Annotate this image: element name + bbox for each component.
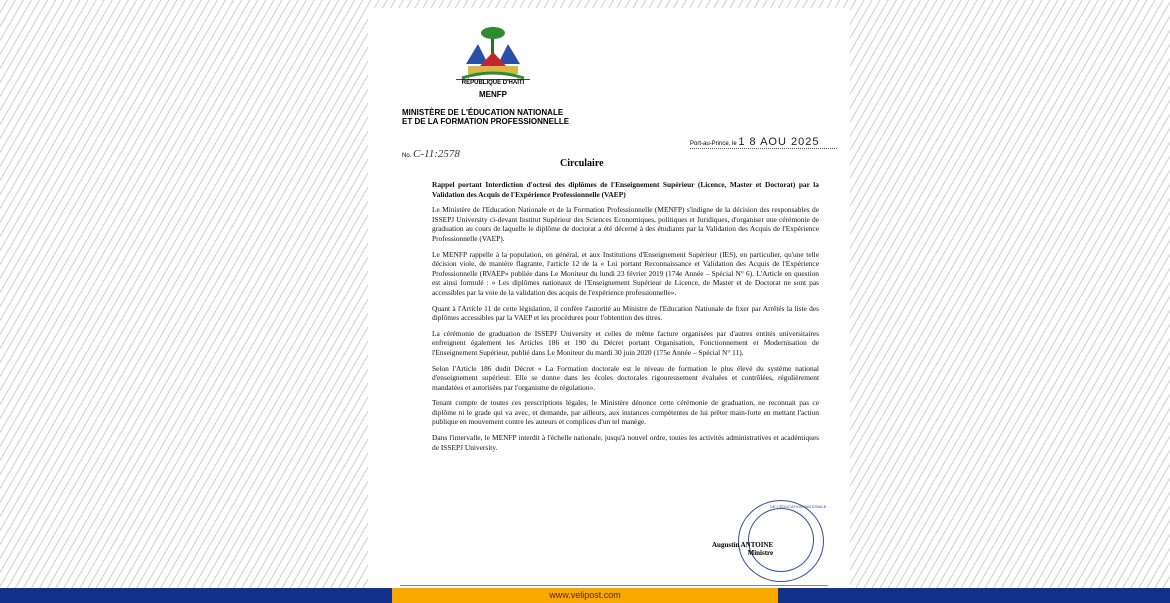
document-body bbox=[432, 180, 819, 458]
website-link[interactable]: www.velipost.com bbox=[392, 588, 778, 603]
seal-text: DE L'EDUCATION NATIONALE bbox=[770, 504, 827, 509]
paragraph: Tenant compte de toutes ces prescriptions légales, le Ministère dénonce cette cérémonie de graduation, ne reconnait pas ce diplôme ni le grade qui va avec, et demande, par ailleurs, aux instances compétentes de lui prêter main-forte en mettant l'action publique en mouvement contre les auteurs et complices d'un tel manège. bbox=[432, 398, 819, 427]
date-label: Port-au-Prince, le bbox=[690, 141, 737, 147]
date-line bbox=[690, 136, 837, 149]
date-stamp: 1 8 AOU 2025 bbox=[738, 136, 820, 148]
signature-block bbox=[712, 541, 773, 557]
ministry-name bbox=[402, 108, 569, 126]
paragraph: Le MENFP rappelle à la population, en général, et aux Institutions d'Enseignement Supérieur (IES), en particulier, qu'une telle décision viole, de manière flagrante, l'article 12 de la « Loi portant Reconnaissance et Validation des Acquis de l'Expérience Professionnelle (RVAEP» publiée dans Le Moniteur du lundi 23 février 2019 (174e Année – Spécial N° 6). L'Article en question est ainsi formulé : « Les diplômes nationaux de l'Enseignement Supérieur de Licence, de Master et de Doctorat ne sont pas accessibles par la voie de la validation des acquis de l'expérience professionnelle». bbox=[432, 249, 819, 297]
signatory-name: Augustin ANTOINE bbox=[712, 541, 774, 549]
paragraph: Selon l'Article 186 dudit Décret « La Formation doctorale est le niveau de formation le plus élevé du système national d'enseignement supérieur. Elle se donne dans les écoles doctorales rigoureusement évaluées et contrôlées, régulièrement mandatées et autorisées par l'organisme de régulation». bbox=[432, 363, 819, 392]
ministry-line-2: ET DE LA FORMATION PROFESSIONNELLE bbox=[402, 117, 570, 126]
ministry-line-1: MINISTÈRE DE L'ÉDUCATION NATIONALE bbox=[402, 108, 564, 117]
document-type: Circulaire bbox=[560, 158, 604, 169]
haiti-coat-of-arms-logo bbox=[458, 24, 528, 84]
footer-divider bbox=[400, 585, 828, 586]
menfp-label: MENFP bbox=[479, 90, 507, 99]
reference-value: C-11:2578 bbox=[413, 148, 460, 160]
paragraph: Dans l'intervalle, le MENFP interdit à l'échelle nationale, jusqu'à nouvel ordre, toutes les activités administratives et académiques de ISSEPJ University. bbox=[432, 433, 819, 452]
republic-label: RÉPUBLIQUE D'HAÏTI bbox=[456, 79, 530, 86]
paragraph: Le Ministère de l'Education Nationale et de la Formation Professionnelle (MENFP) s'indigne de la décision des responsables de ISSEPJ University ci-devant Institut Supérieur des Sciences Economiques, politiques et Juridiques, d'organiser une cérémonie de graduation au cours de laquelle le diplôme de doctorat a été décerné à des étudiants par la Validation des Acquis de l'Expérience Professionnelle (VAEP). bbox=[432, 205, 819, 243]
paragraph: Quant à l'Article 11 de cette législation, il confère l'autorité au Ministre de l'Education Nationale de fixer par Arrêtés la liste des diplômes accessibles par la VAEP et les procédures pour l'obtention des titres. bbox=[432, 303, 819, 323]
signatory-title: Ministre bbox=[747, 549, 774, 557]
official-seal-inner bbox=[748, 508, 814, 572]
reference-number bbox=[402, 148, 460, 160]
paragraph: La cérémonie de graduation de ISSEPJ University et celles de même facture organisées par d'autres entités universitaires enfreignent également les Articles 186 et 190 du Décret portant Organisation, Fonctionnement et Modernisation de l'Enseignement Supérieur, publié dans Le Moniteur du mardi 30 juin 2020 (175e Année – Spécial N° 11). bbox=[432, 328, 819, 357]
subject: Rappel portant Interdiction d'octroi des diplômes de l'Enseignement Supérieur (Licence, Master et Doctorat) par la Validation des Acquis de l'Expérience Professionnelle (VAEP) bbox=[432, 180, 819, 199]
reference-label: No. bbox=[402, 153, 412, 159]
